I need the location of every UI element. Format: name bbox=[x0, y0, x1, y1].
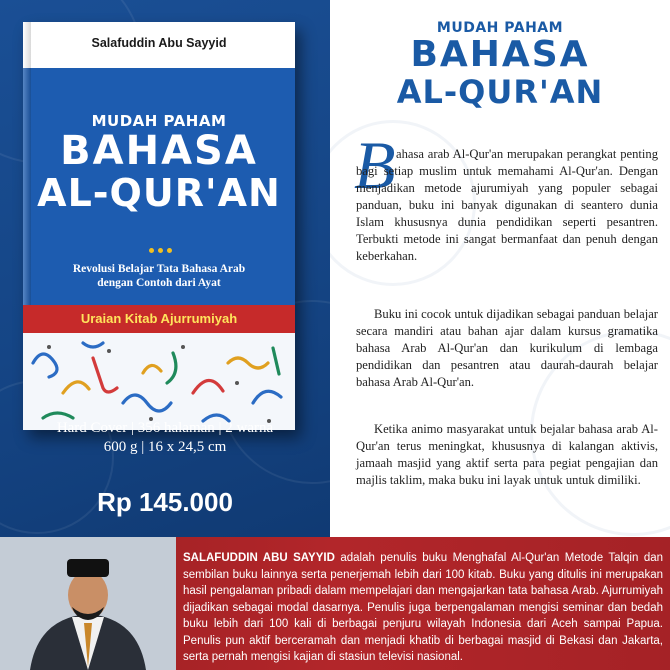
cover-title-line3: AL-QUR'AN bbox=[37, 171, 281, 215]
cover-title-line2: BAHASA bbox=[60, 128, 258, 174]
right-title-line2: BAHASA bbox=[410, 34, 590, 75]
author-portrait-icon bbox=[0, 537, 176, 670]
cover-author: Salafuddin Abu Sayyid bbox=[91, 36, 227, 50]
book-specs-line1: Hard Cover | 356 halaman | 2 warna bbox=[56, 420, 274, 436]
book-cover bbox=[23, 22, 295, 430]
cover-subtitle-line1: Revolusi Belajar Tata Bahasa Arab bbox=[72, 263, 246, 275]
arabic-letters-pattern-icon bbox=[23, 333, 295, 430]
gold-dots bbox=[147, 238, 177, 246]
author-bio-text: adalah penulis buku Menghafal Al-Qur'an Metode Talqin dan sembilan buku lainnya serta penerjemah lebih dari 100 kitab. Buku yang ditulis ini merupakan hasil pengalaman pribadi dalam mempelajari dan mengajarkan tata bahasa Arab. Ajurrumiyah dijadikan sebagai modal dasarnya. Penulis juga berpengalaman mengisi seminar dan bedah buku lebih dari 100 kali di berbagai penjuru wilayah Indonesia dari Aceh sampai Papua. Penulis pun aktif berceramah dan menjadi khatib di berbagai masjid di Bekasi dan Jakarta, serta pernah mengisi kajian di stasiun televisi nasional. bbox=[183, 552, 664, 663]
author-photo bbox=[0, 537, 176, 670]
cover-subtitle bbox=[23, 262, 295, 290]
drop-cap: B bbox=[354, 127, 396, 203]
book-specs-line2: 600 g | 16 x 24,5 cm bbox=[103, 439, 227, 455]
author-name: SALAFUDDIN ABU SAYYID bbox=[183, 552, 335, 564]
description-paragraph-2: Buku ini cocok untuk dijadikan sebagai panduan belajar secara mandiri atau bahan ajar dalam kursus gramatika bahasa Arab Al-Qur'an dan kurikulum di lembaga pendidikan dan pesantren atau daurah-daurah belajar bahasa Arab Al-Qur'an. bbox=[356, 307, 658, 389]
cover-title-line1: MUDAH PAHAM bbox=[91, 112, 227, 130]
description-paragraph-3: Ketika animo masyarakat untuk bejalar bahasa arab Al-Qur'an terus meningkat, khususnya di kalangan aktivis, jamaah masjid yang aktif serta para pegiat pengajian dan majlis taklim, maka buku ini layak untuk untuk dimiliki. bbox=[356, 422, 658, 487]
description-paragraph-1: ahasa arab Al-Qur'an merupakan perangkat penting bagi setiap muslim untuk memahami Al-Qur'an. Dengan menjadikan metode ajurumiyah yang populer sebagai panduan, buku ini banyak digunakan di seantero dunia Islam khususnya dunia pendidikan seperti pesantren. Terbukti metode ini sangat bermanfaat dan penuh dengan keberkahan. bbox=[356, 147, 658, 263]
cover-ribbon-label: Uraian Kitab Ajurrumiyah bbox=[80, 311, 238, 326]
right-title-line3: AL-QUR'AN bbox=[396, 73, 604, 111]
author-bio bbox=[183, 550, 663, 666]
cover-subtitle-line2: dengan Contoh dari Ayat bbox=[97, 277, 221, 289]
right-title-line1: MUDAH PAHAM bbox=[436, 20, 564, 36]
price-label: Rp 145.000 bbox=[97, 487, 233, 517]
calligraphy-pattern bbox=[23, 333, 295, 430]
